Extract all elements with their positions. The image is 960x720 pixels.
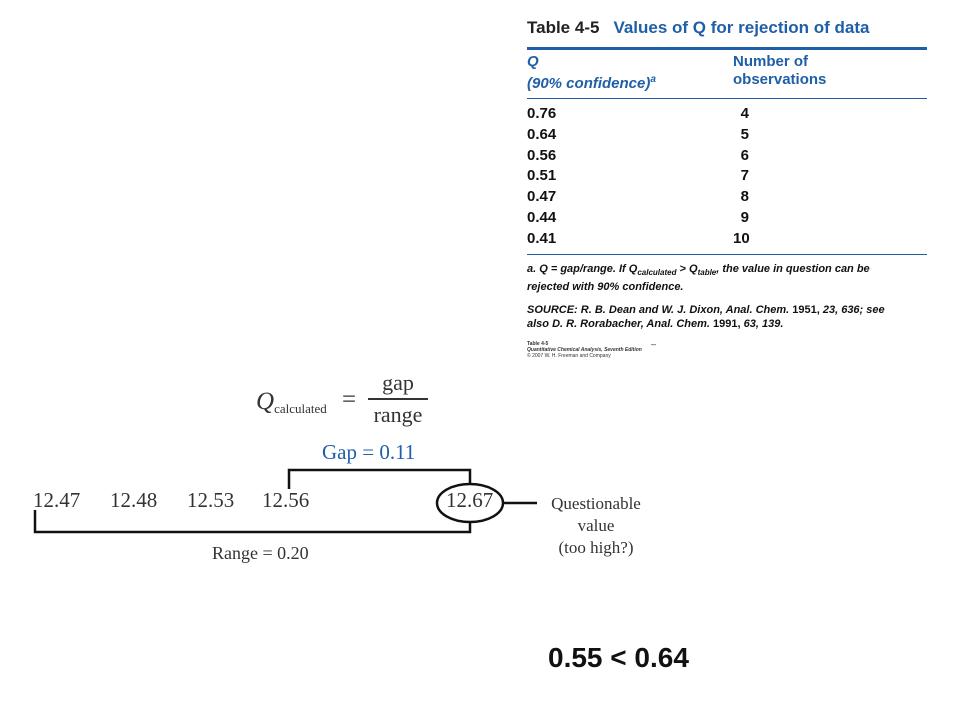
observation-count: 5 bbox=[740, 125, 749, 143]
value-2: 12.48 bbox=[110, 488, 158, 512]
observation-count: 4 bbox=[740, 105, 749, 122]
value-1: 12.47 bbox=[33, 488, 81, 512]
observation-count: 10 bbox=[733, 229, 750, 247]
header-q: Q (90% confidence)$^a$ bbox=[527, 53, 656, 92]
questionable-value-label: Questionable value (too high?) bbox=[551, 494, 641, 557]
formula-denominator: range bbox=[373, 402, 423, 427]
observation-count: 9 bbox=[740, 208, 749, 226]
q-value: 0.47 bbox=[527, 188, 557, 206]
q-value: 0.51 bbox=[527, 167, 557, 185]
formula-equals: = bbox=[342, 386, 357, 413]
q-value: 0.56 bbox=[527, 146, 557, 164]
range-label: Range = 0.20 bbox=[212, 543, 309, 563]
header-observations: Number of observations bbox=[733, 53, 827, 88]
q-value: 0.64 bbox=[527, 125, 557, 143]
q-value: 0.44 bbox=[527, 208, 557, 226]
observation-count: 7 bbox=[740, 167, 749, 185]
observation-count: 8 bbox=[740, 188, 749, 206]
comparison-result: 0.55 < 0.64 bbox=[548, 642, 689, 673]
q-value: 0.41 bbox=[527, 229, 557, 247]
table-number: Table 4-5 bbox=[527, 18, 600, 37]
table-source: SOURCE: R. B. Dean and W. J. Dixon, Anal. Chem. 1951, 23, 636; see also D. R. Rorabacher, Anal. Chem. 1991, 63, 139. bbox=[527, 303, 885, 330]
observation-count: 6 bbox=[740, 146, 749, 164]
formula-q: $Q_{calculated}$ bbox=[256, 388, 327, 416]
q-value: 0.76 bbox=[527, 105, 557, 122]
value-3: 12.53 bbox=[187, 488, 235, 512]
formula-numerator: gap bbox=[382, 370, 414, 395]
value-4: 12.56 bbox=[262, 488, 310, 512]
range-bracket bbox=[35, 510, 470, 532]
gap-label: Gap = 0.11 bbox=[322, 440, 416, 464]
gap-bracket bbox=[289, 470, 470, 489]
table-footnote: a. Q = gap/range. If $Q_{calculated} > Q_{table}$, the value in question can be rejected with 90% confidence. bbox=[527, 262, 870, 293]
value-5-questionable: 12.67 bbox=[446, 488, 494, 512]
table-caption: Values of Q for rejection of data bbox=[613, 18, 870, 37]
table-credit: Table 4-5 Quantitative Chemical Analysis, Seventh Edition © 2007 W. H. Freeman and Company – bbox=[527, 338, 657, 359]
